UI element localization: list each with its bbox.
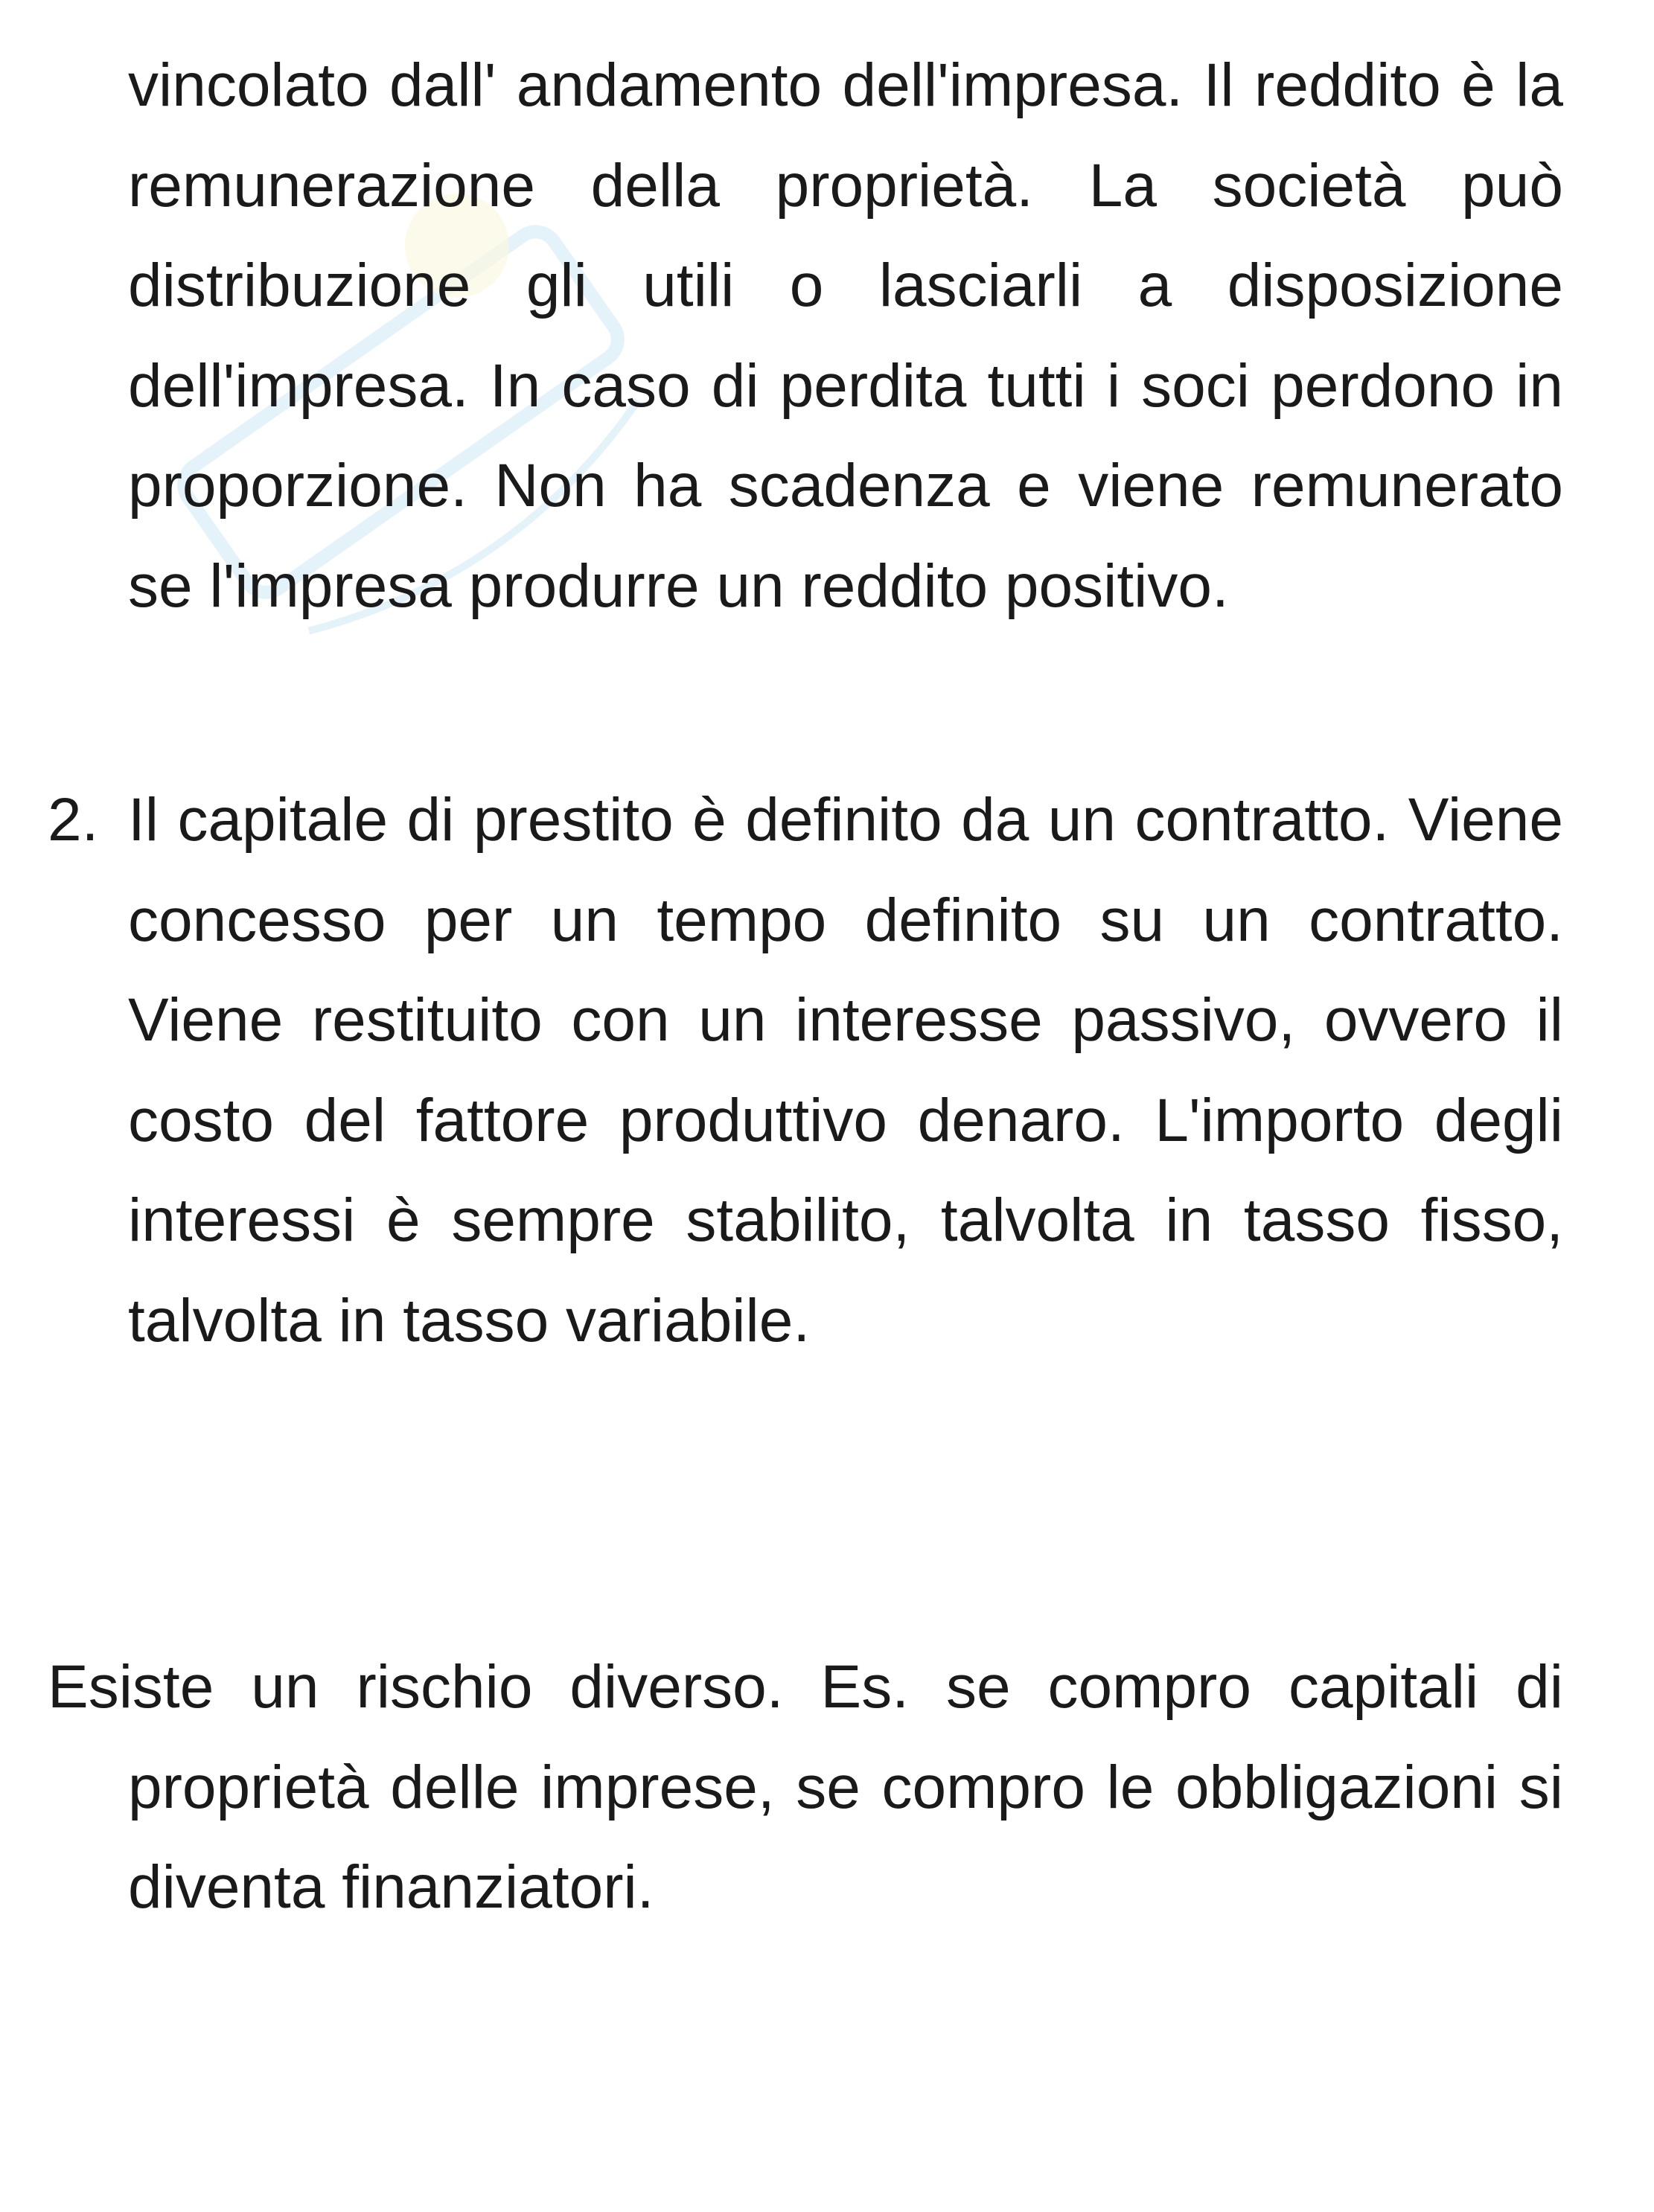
list-item-text: Il capitale di prestito è definito da un contratto. Viene concesso per un tempo definito su un contratto. Viene restituito con un interesse passivo, ovvero il costo del fattore produttivo denaro. L'importo degli interessi è sempre stabilito, talvolta in tasso fisso, talvolta in tasso variabile. (128, 786, 1563, 1355)
paragraph-continuation: vincolato dall' andamento dell'impresa. Il reddito è la remunerazione della proprietà. La società può distribuzione gli utili o lasciarli a disposizione dell'impresa. In caso di perdita tutti i soci perdono in proporzione. Non ha scadenza e viene remunerato se l'impresa produrre un reddito positivo. (128, 51, 1563, 620)
closing-paragraph: Esiste un rischio diverso. Es. se compro capitali di proprietà delle imprese, se compro le obbligazioni si diventa finanziatori. (48, 1653, 1563, 1921)
numbered-item-2 (48, 770, 1563, 1371)
list-number: 2. (48, 786, 99, 854)
